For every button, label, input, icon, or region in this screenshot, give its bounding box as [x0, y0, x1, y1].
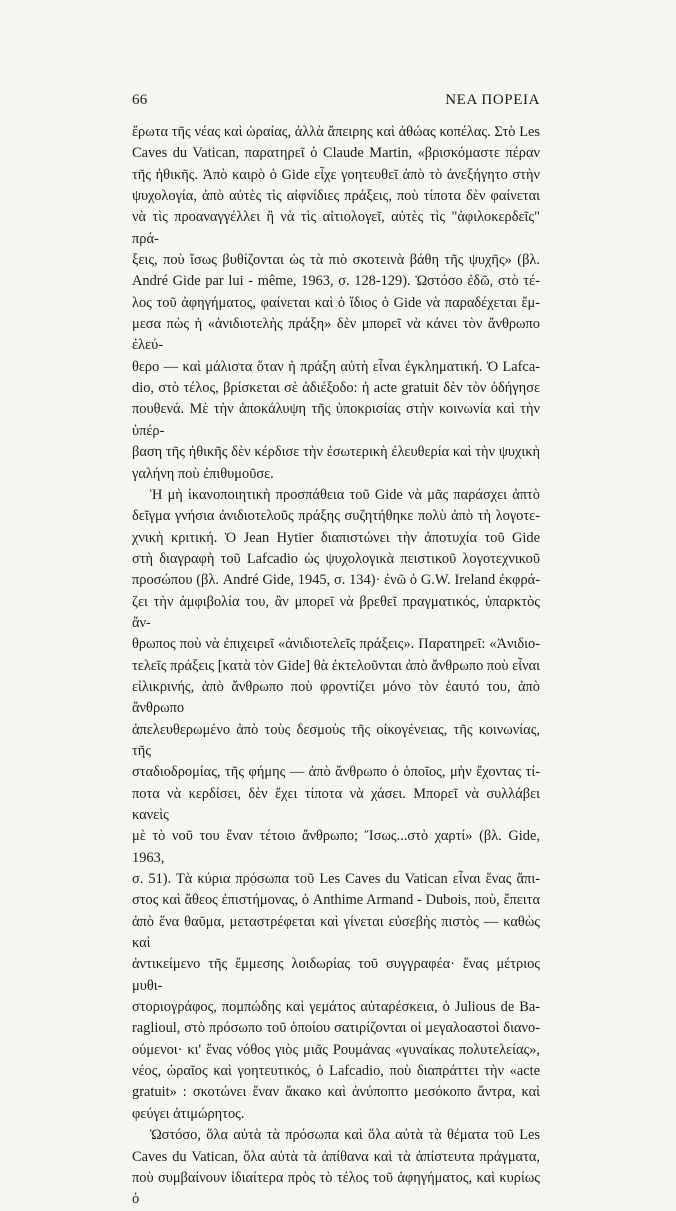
text-line: ἔρωτα τῆς νέας καὶ ὡραίας, ἀλλὰ ἄπειρης καὶ ἀθώας κοπέλας. Στὸ Les [132, 124, 540, 140]
text-line: ούμενοι· κι' ἕνας νόθος γιὸς μιᾶς Ρουμάνας «γυναίκας πολυτελείας», [132, 1041, 540, 1058]
text-line: χνικὴ κριτική. Ὁ Jean Hytier διαπιστώνει τὴν ἀποτυχία τοῦ Gide [132, 529, 540, 546]
text-line: μὲ τὸ νοῦ του ἕναν τέτοιο ἄνθρωπο; Ἴσως...στὸ χαρτί» (βλ. Gide, 1963, [132, 828, 540, 866]
text-line: στοριογράφος, πομπώδης καὶ γεμάτος αὐταρέσκεια, ὁ Julious de Ba- [132, 999, 540, 1016]
text-line: ἀπελευθερωμένο ἀπὸ τοὺς δεσμοὺς τῆς οἰκογένειας, τῆς κοινωνίας, τῆς [132, 721, 540, 759]
text-line: gratuit» : σκοτώνει ἕναν ἄκακο καὶ ἀνύποπτο μεσόκοπο ἄντρα, καὶ [132, 1084, 540, 1101]
text-line: ποτα νὰ κερδίσει, δὲν ἔχει τίποτα νὰ χάσει. Μπορεῖ νὰ συλλάβει κανεὶς [132, 785, 540, 823]
text-line: πουθενά. Μὲ τὴν ἀποκάλυψη τῆς ὑποκρισίας στὴν κοινωνία καὶ τὴν ὑπέρ- [132, 401, 540, 439]
text-line: raglioul, στὸ πρόσωπο τοῦ ὁποίου σατιρίζονται οἱ μεγαλοαστοὶ διανο- [132, 1020, 540, 1037]
text-line: θρωπος ποὺ νὰ ἐπιχειρεῖ «ἀνιδιοτελεῖς πράξεις». Παρατηρεῖ: «Ἀνιδιο- [132, 636, 540, 653]
text-line: βαση τῆς ἠθικῆς δὲν κέρδισε τὴν ἐσωτερικὴ ἐλευθερία καὶ τὴν ψυχικὴ [132, 444, 540, 461]
paragraph-3 [132, 1125, 540, 1210]
text-line: ἀπὸ ἕνα θαῦμα, μεταστρέφεται καὶ γίνεται εὐσεβὴς πιστὸς — καθὼς καὶ [132, 913, 540, 952]
text-line: στὴ διαγραφὴ τοῦ Lafcadio ὡς ψυχολογικὰ πειστικοῦ λογοτεχνικοῦ [132, 550, 540, 567]
text-line: τελεῖς πράξεις [κατὰ τὸν Gide] θὰ ἐκτελοῦνται ἀπὸ ἄνθρωπο ποὺ εἶναι [132, 657, 540, 674]
text-line: θερο — καὶ μάλιστα ὅταν ἡ πράξη αὐτὴ εἶναι ἐγκληματική. Ὁ Lafca- [132, 358, 540, 375]
text-line: Ὡστόσο, ὅλα αὐτὰ τὰ πρόσωπα καὶ ὅλα αὐτὰ τὰ θέματα τοῦ Les [150, 1127, 540, 1144]
text-line: τῆς ἠθικῆς. Ἀπὸ καιρὸ ὁ Gide εἶχε γοητευθεῖ ἀπὸ τὸ ἀνεξήγητο στὴν [132, 166, 540, 183]
running-header [132, 92, 540, 109]
text-line: ἀντικείμενο τῆς ἔμμεσης λοιδωρίας τοῦ συγγραφέα· ἕνας μέτριος μυθι- [132, 956, 540, 994]
text-line: σταδιοδρομίας, τῆς φήμης — ἀπὸ ἄνθρωπο ὁ ὁποῖος, μὴν ἔχοντας τί- [132, 764, 540, 781]
text-line: εἰλικρινής, ἀπὸ ἄνθρωπο ποὺ φροντίζει μόνο τὸν ἑαυτό του, ἀπὸ ἄνθρωπο [132, 678, 540, 717]
text-line: ποὺ συμβαίνουν ἰδιαίτερα πρὸς τὸ τέλος τοῦ ἀφηγήματος, καὶ κυρίως ὁ [132, 1169, 540, 1208]
text-line: ξεις, ποὺ ἴσως βυθίζονται ὡς τὰ πιὸ σκοτεινὰ βάθη τῆς ψυχῆς» (βλ. [132, 252, 540, 269]
text-line: φεύγει ἀτιμώρητος. [132, 1105, 245, 1122]
text-line: dio, στὸ τέλος, βρίσκεται σὲ ἀδιέξοδο: ἡ acte gratuit δὲν τὸν ὁδήγησε [132, 380, 540, 397]
page-number: 66 [132, 92, 148, 108]
paragraph-1 [132, 122, 540, 485]
text-line: σ. 51). Τὰ κύρια πρόσωπα τοῦ Les Caves du Vatican εἶναι ἕνας ἄπι- [132, 871, 540, 888]
text-line: νὰ τὶς προαναγγέλλει ἢ νὰ τὶς αἰτιολογεῖ, αὐτὲς τὶς "ἀφιλοκερδεῖς" πρά- [132, 209, 540, 247]
text-line: προσώπου (βλ. André Gide, 1945, σ. 134)· ἐνῶ ὁ G.W. Ireland ἐκφρά- [132, 572, 540, 589]
text-line: γαλήνη ποὺ ἐπιθυμοῦσε. [132, 465, 274, 482]
text-line: δεῖγμα γνήσια ἀνιδιοτελοῦς πράξης συζητήθηκε πολὺ ἀπὸ τὴ λογοτε- [132, 508, 540, 525]
text-line: ψυχολογία, ἀπὸ αὐτὲς τὶς αἰφνίδιες πράξεις, ποὺ τίποτα δὲν φαίνεται [132, 188, 540, 205]
text-line: Caves du Vatican, ὅλα αὐτὰ τὰ ἀπίθανα καὶ τὰ ἀπίστευτα πράγματα, [132, 1148, 540, 1165]
text-line: Ἡ μὴ ἱκανοποιητικὴ προσπάθεια τοῦ Gide νὰ μᾶς παράσχει ἀπτὸ [150, 486, 540, 503]
text-line: μεσα πὼς ἡ «ἀνιδιοτελὴς πράξη» δὲν μπορεῖ νὰ κάνει τὸν ἄνθρωπο ἐλεύ- [132, 316, 540, 354]
text-line: Caves du Vatican, παρατηρεῖ ὁ Claude Martin, «βρισκόμαστε πέραν [132, 145, 540, 162]
text-line: νέος, ὡραῖος καὶ γοητευτικός, ὁ Lafcadio, ποὺ διαπράττει τὴν «acte [132, 1063, 540, 1080]
paragraph-2 [132, 485, 540, 1125]
text-line: ζει τὴν ἀμφιβολία του, ἂν μπορεῖ νὰ βρεθεῖ πραγματικός, ὑπαρκτὸς ἄν- [132, 593, 540, 631]
text-line: στος καὶ ἄθεος ἐπιστήμονας, ὁ Anthime Armand - Dubois, ποὺ, ἔπειτα [132, 892, 540, 909]
running-title: ΝΕΑ ΠΟΡΕΙΑ [445, 92, 540, 108]
text-line: λος τοῦ ἀφηγήματος, φαίνεται καὶ ὁ ἴδιος ὁ Gide νὰ παραδέχεται ἔμ- [132, 294, 540, 311]
body-text [132, 122, 540, 1211]
text-line: André Gide par lui - même, 1963, σ. 128-129). Ὡστόσο ἐδῶ, στὸ τέ- [132, 273, 540, 290]
